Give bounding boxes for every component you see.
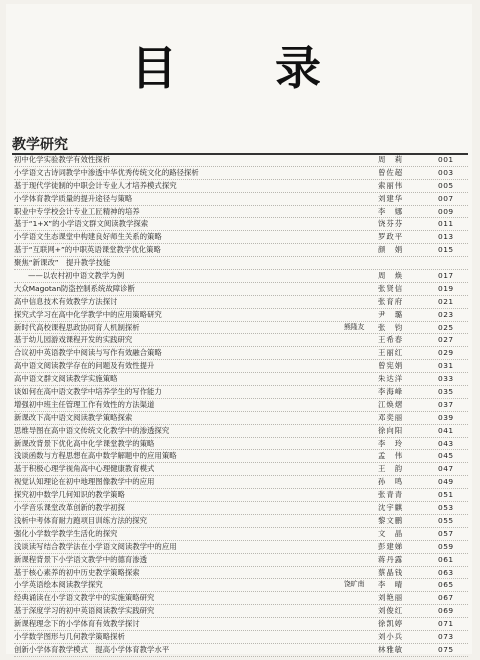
entry-author: 沈宇麒 bbox=[378, 503, 404, 513]
toc-entry[interactable] bbox=[14, 257, 468, 270]
toc-entry[interactable] bbox=[14, 154, 468, 167]
entry-title: 高中语文群文阅读教学实施策略 bbox=[14, 374, 118, 384]
entry-page-number: 027 bbox=[438, 335, 454, 345]
entry-page-number: 053 bbox=[438, 503, 454, 513]
toc-entry[interactable] bbox=[14, 489, 468, 502]
entry-author: 颜 娟 bbox=[378, 245, 404, 255]
entry-author: 刘建华 bbox=[378, 193, 404, 203]
entry-title: 新课程背景下小学语文教学中的德育渗透 bbox=[14, 554, 148, 564]
entry-page-number: 015 bbox=[438, 245, 454, 255]
toc-entry[interactable] bbox=[14, 167, 468, 180]
toc-entry[interactable] bbox=[14, 450, 468, 463]
entry-author: 彭建娣 bbox=[378, 541, 404, 551]
entry-page-number: 063 bbox=[438, 567, 454, 577]
toc-entry[interactable] bbox=[14, 244, 468, 257]
entry-author: 李 玲 bbox=[378, 438, 404, 448]
toc-entry[interactable] bbox=[14, 631, 468, 644]
toc-entry[interactable] bbox=[14, 334, 468, 347]
toc-entry[interactable] bbox=[14, 541, 468, 554]
entry-title: 小学音乐课堂改革创新的教学初探 bbox=[14, 503, 125, 513]
entry-author: 索丽伟 bbox=[378, 180, 404, 190]
entry-author: 王 韵 bbox=[378, 464, 404, 474]
entry-page-number: 007 bbox=[438, 193, 454, 203]
toc-entry[interactable] bbox=[14, 270, 468, 283]
entry-page-number: 075 bbox=[438, 644, 454, 654]
entry-author: 朱达洋 bbox=[378, 374, 404, 384]
entry-title: 高中信息技术有效教学方法探讨 bbox=[14, 296, 118, 306]
entry-title: 基于核心素养的初中历史教学策略探索 bbox=[14, 567, 140, 577]
entry-page-number: 029 bbox=[438, 348, 454, 358]
toc-entry[interactable] bbox=[14, 579, 468, 592]
entry-author: 刘小兵 bbox=[378, 631, 404, 641]
entry-page-number: 037 bbox=[438, 399, 454, 409]
entry-author: 孙 鸣 bbox=[378, 477, 404, 487]
entry-page-number: 049 bbox=[438, 477, 454, 487]
toc-entry[interactable] bbox=[14, 605, 468, 618]
entry-page-number: 013 bbox=[438, 232, 454, 242]
entry-page-number: 031 bbox=[438, 361, 454, 371]
entry-title: 创新小学体育教学模式 提高小学体育教学水平 bbox=[14, 644, 170, 654]
toc-entry[interactable] bbox=[14, 296, 468, 309]
entry-page-number: 019 bbox=[438, 283, 454, 293]
entry-title: 思维导图在高中语文传统文化教学中的渗透探究 bbox=[14, 425, 170, 435]
entry-page-number: 059 bbox=[438, 541, 454, 551]
entry-author: 饶芬芬 bbox=[378, 219, 404, 229]
toc-entry[interactable] bbox=[14, 644, 468, 657]
toc-entry[interactable] bbox=[14, 425, 468, 438]
entry-author: 张 钧 bbox=[378, 322, 404, 332]
entry-page-number: 069 bbox=[438, 606, 454, 616]
toc-entry[interactable] bbox=[14, 373, 468, 386]
toc-entry[interactable] bbox=[14, 463, 468, 476]
entry-title: 浅谈读写结合教学法在小学语文阅读教学中的应用 bbox=[14, 541, 177, 551]
entry-page-number: 011 bbox=[438, 219, 454, 229]
entry-author: 文 晶 bbox=[378, 528, 404, 538]
entry-author: 徐向阳 bbox=[378, 425, 404, 435]
entry-title: 强化小学数学教学生活化的探究 bbox=[14, 528, 118, 538]
entry-title: 合议初中英语教学中阅读与写作有效融合策略 bbox=[14, 348, 162, 358]
toc-entry[interactable] bbox=[14, 360, 468, 373]
toc-entry[interactable] bbox=[14, 515, 468, 528]
toc-entry[interactable] bbox=[14, 322, 468, 335]
entry-author: 罗政平 bbox=[378, 232, 404, 242]
entry-author: 蔡晶钱 bbox=[378, 567, 404, 577]
entry-title: 基于积极心理学视角高中心理健康教育模式 bbox=[14, 464, 155, 474]
toc-entry[interactable] bbox=[14, 206, 468, 219]
entry-author: 王希春 bbox=[378, 335, 404, 345]
entry-author: 张育府 bbox=[378, 296, 404, 306]
entry-title: 新课程理念下的小学体育有效教学探讨 bbox=[14, 619, 140, 629]
entry-title: 小学语文生态课堂中构建良好师生关系的策略 bbox=[14, 232, 162, 242]
entry-title: 职业中专学校会计专业工匠精神的培养 bbox=[14, 206, 140, 216]
entry-page-number: 023 bbox=[438, 309, 454, 319]
entry-author: 孟 伟 bbox=[378, 451, 404, 461]
entry-title: 小学英语绘本阅读教学探究 bbox=[14, 580, 103, 590]
entry-page-number: 001 bbox=[438, 155, 454, 164]
entry-author: 李海峰 bbox=[378, 387, 404, 397]
entry-page-number: 047 bbox=[438, 464, 454, 474]
entry-title: 探究初中数学几何知识的教学策略 bbox=[14, 490, 125, 500]
entry-author: 曾宪娟 bbox=[378, 361, 404, 371]
entry-author: 刘艳丽 bbox=[378, 593, 404, 603]
entry-author: 王丽红 bbox=[378, 348, 404, 358]
entry-title: 小学语文古诗词教学中渗透中华优秀传统文化的路径探析 bbox=[14, 167, 199, 177]
section-heading: 教学研究 bbox=[12, 137, 68, 153]
entry-page-number: 009 bbox=[438, 206, 454, 216]
entry-author: 周 焕 bbox=[378, 271, 404, 281]
entry-title: 浅析中考体育耐力跑项目训练方法的探究 bbox=[14, 515, 148, 525]
entry-title: 小学体育教学质量的提升途径与策略 bbox=[14, 193, 133, 203]
toc-entry[interactable] bbox=[14, 567, 468, 580]
entry-page-number: 025 bbox=[438, 322, 454, 332]
toc-entry[interactable] bbox=[14, 309, 468, 322]
entry-author: 李 娜 bbox=[378, 206, 404, 216]
entry-title: 谈如何在高中语文教学中培养学生的写作能力 bbox=[14, 387, 162, 397]
entry-page-number: 003 bbox=[438, 167, 454, 177]
entry-title: 新课改背景下优化高中化学课堂教学的策略 bbox=[14, 438, 155, 448]
entry-author: 刘俊红 bbox=[378, 606, 404, 616]
entry-author: 张青青 bbox=[378, 490, 404, 500]
entry-page-number: 073 bbox=[438, 631, 454, 641]
entry-author: 黎文鹏 bbox=[378, 515, 404, 525]
toc-entry[interactable] bbox=[14, 231, 468, 244]
entry-page-number: 061 bbox=[438, 554, 454, 564]
entry-title: 大众Magotan防盗控制系统故障诊断 bbox=[14, 283, 135, 293]
entry-author: 邓奕丽 bbox=[378, 412, 404, 422]
entry-title: 基于“1+X”的小学语文群文阅读教学探索 bbox=[14, 219, 149, 229]
entry-title: 基于“互联网+”的中职英语课堂教学优化策略 bbox=[14, 245, 161, 255]
toc-entry[interactable] bbox=[14, 347, 468, 360]
toc-entry[interactable] bbox=[14, 386, 468, 399]
entry-page-number: 021 bbox=[438, 296, 454, 306]
entry-page-number: 035 bbox=[438, 387, 454, 397]
toc-entry[interactable] bbox=[14, 438, 468, 451]
entry-author: 曾佐超 bbox=[378, 167, 404, 177]
toc-entry[interactable] bbox=[14, 554, 468, 567]
entry-title: ——以农村初中语文教学为例 bbox=[28, 271, 125, 281]
page-title: 目 录 bbox=[131, 41, 347, 95]
entry-author: 周 莉 bbox=[378, 155, 404, 164]
entry-page-number: 017 bbox=[438, 271, 454, 281]
entry-author: 江焕熠 bbox=[378, 399, 404, 409]
entry-author: 蒋丹露 bbox=[378, 554, 404, 564]
entry-page-number: 043 bbox=[438, 438, 454, 448]
entry-title: 聚焦“新课改” 提升教学技能 bbox=[14, 258, 111, 268]
entry-title: 高中语文阅读教学存在的问题及有效性提升 bbox=[14, 361, 155, 371]
toc-entry[interactable] bbox=[14, 502, 468, 515]
entry-title: 探究式学习在高中化学教学中的应用策略研究 bbox=[14, 309, 162, 319]
entry-title: 新课改下高中语文阅读教学策略探索 bbox=[14, 412, 133, 422]
entry-page-number: 055 bbox=[438, 515, 454, 525]
entry-title: 基于现代学徒制的中职会计专业人才培养模式探究 bbox=[14, 180, 177, 190]
toc-entry[interactable] bbox=[14, 528, 468, 541]
entry-title: 视觉认知理论在初中地理图像教学中的应用 bbox=[14, 477, 155, 487]
entry-title: 经典诵读在小学语文教学中的实施策略研究 bbox=[14, 593, 155, 603]
toc-entry[interactable] bbox=[14, 193, 468, 206]
toc-list bbox=[14, 154, 468, 657]
toc-entry[interactable] bbox=[14, 283, 468, 296]
entry-page-number: 041 bbox=[438, 425, 454, 435]
entry-page-number: 039 bbox=[438, 412, 454, 422]
entry-page-number: 051 bbox=[438, 490, 454, 500]
entry-author: 李 晴 bbox=[378, 580, 404, 590]
entry-coauthor: 熊隆友 bbox=[344, 322, 365, 331]
entry-title: 增强初中班主任管理工作有效性的方法渠道 bbox=[14, 399, 155, 409]
entry-title: 初中化学实验教学有效性探析 bbox=[14, 155, 111, 164]
entry-author: 张贤信 bbox=[378, 283, 404, 293]
entry-page-number: 005 bbox=[438, 180, 454, 190]
toc-entry[interactable] bbox=[14, 412, 468, 425]
entry-page-number: 065 bbox=[438, 580, 454, 590]
entry-page-number: 033 bbox=[438, 374, 454, 384]
title-area bbox=[6, 32, 472, 98]
entry-title: 浅谈函数与方程思想在高中数学解题中的应用策略 bbox=[14, 451, 177, 461]
entry-title: 新时代高校课程思政协同育人机制探析 bbox=[14, 322, 140, 332]
entry-title: 小学数学图形与几何教学策略探析 bbox=[14, 631, 125, 641]
toc-entry[interactable] bbox=[14, 618, 468, 631]
entry-page-number: 045 bbox=[438, 451, 454, 461]
entry-title: 基于幼儿园游戏课程开发的实践研究 bbox=[14, 335, 133, 345]
entry-author: 尹 璐 bbox=[378, 309, 404, 319]
toc-entry[interactable] bbox=[14, 218, 468, 231]
toc-entry[interactable] bbox=[14, 399, 468, 412]
entry-title: 基于深度学习的初中英语阅读教学实践研究 bbox=[14, 606, 155, 616]
entry-page-number: 071 bbox=[438, 619, 454, 629]
toc-entry[interactable] bbox=[14, 592, 468, 605]
entry-page-number: 057 bbox=[438, 528, 454, 538]
entry-coauthor: 饶旷南 bbox=[344, 580, 365, 589]
entry-page-number: 067 bbox=[438, 593, 454, 603]
toc-entry[interactable] bbox=[14, 180, 468, 193]
toc-page bbox=[6, 4, 472, 654]
entry-author: 林雅敏 bbox=[378, 644, 404, 654]
entry-author: 徐凯婷 bbox=[378, 619, 404, 629]
toc-entry[interactable] bbox=[14, 476, 468, 489]
